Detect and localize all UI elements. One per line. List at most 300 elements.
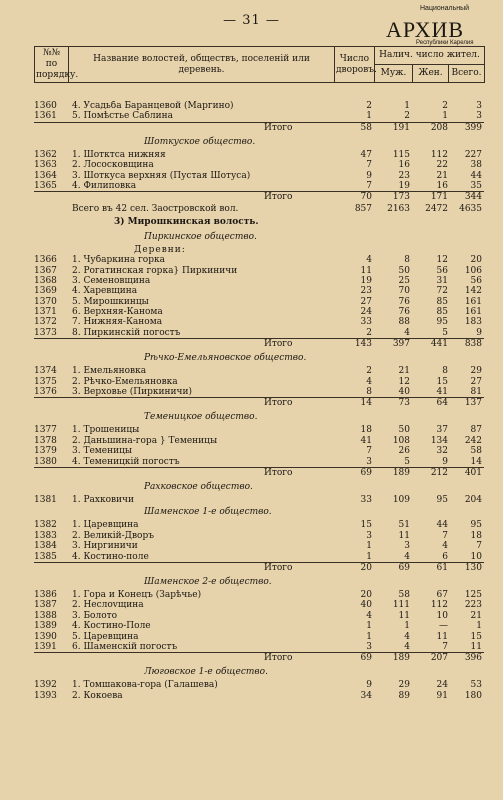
vsego-value: 11 [470, 641, 482, 652]
vsego-value: 106 [464, 265, 482, 276]
row-name: 3. Теменицы [72, 446, 133, 457]
vsego-value: 10 [470, 551, 482, 562]
muzh-value: 5 [404, 456, 410, 467]
muzh-value: 4 [404, 641, 410, 652]
section-heading [34, 505, 484, 520]
vsego-value: 53 [470, 680, 482, 691]
row-name: 8. Пиркинскій погостъ [72, 327, 181, 338]
zhen-value: 44 [436, 520, 448, 531]
vsego-value: 7 [476, 541, 482, 552]
zhen-value: 7 [442, 530, 448, 541]
muzh-value: 70 [398, 286, 410, 297]
row-name: 4. Костино-поле [72, 551, 149, 562]
zhen-value: 95 [436, 494, 448, 505]
zhen-value: 61 [436, 562, 448, 573]
vsego-value: 204 [464, 494, 482, 505]
table-row [34, 495, 484, 505]
table-row [34, 611, 484, 621]
logo-main-text: АРХИВ [386, 17, 465, 42]
dvory-value: 58 [360, 122, 372, 133]
row-name: Итого [264, 122, 293, 133]
row-name: 4. Теменицкій погостъ [72, 456, 180, 467]
zhen-value: 9 [442, 456, 448, 467]
row-name: 2. Даньшина-гора } Теменицы [72, 435, 218, 446]
dvory-value: 69 [360, 653, 372, 664]
zhen-value: 112 [430, 600, 448, 611]
zhen-value: 8 [442, 366, 448, 377]
zhen-value: 91 [436, 690, 448, 701]
table-row [34, 680, 484, 690]
vsego-value: 242 [464, 435, 482, 446]
muzh-value: 25 [398, 275, 410, 286]
row-name: Деревни: [134, 244, 186, 255]
row-number: 1362 [34, 149, 57, 160]
zhen-value: 56 [436, 265, 448, 276]
row-name: 4. Харевщина [72, 286, 138, 297]
dvory-value: 34 [360, 690, 372, 701]
dvory-value: 1 [366, 631, 372, 642]
row-name: 1. Рахковичи [72, 494, 135, 505]
dvory-value: 20 [360, 589, 372, 600]
row-number: 1376 [34, 387, 57, 398]
zhen-value: 24 [436, 680, 448, 691]
muzh-value: 11 [398, 610, 410, 621]
dvory-value: 3 [366, 456, 372, 467]
section-heading [34, 480, 484, 495]
row-number: 1377 [34, 425, 57, 436]
dvory-value: 2 [366, 366, 372, 377]
table-row [34, 276, 484, 286]
muzh-value: 189 [392, 467, 410, 478]
muzh-value: 8 [404, 255, 410, 266]
dvory-value: 9 [366, 680, 372, 691]
row-name: Рахковское общество. [144, 481, 253, 492]
row-name: 2. Кокоева [72, 690, 123, 701]
row-name: 5. Царевщина [72, 631, 139, 642]
row-name: 3. Ниргиничи [72, 541, 138, 552]
row-name: 4. Усадьба Баранцевой (Маргино) [72, 101, 234, 111]
row-name: Рѣчко-Емельяновское общество. [144, 353, 307, 364]
vsego-value: 81 [470, 387, 482, 398]
row-number: 1374 [34, 366, 57, 377]
table-row [34, 101, 484, 111]
row-name: 6. Шаменскій погостъ [72, 641, 178, 652]
row-name: 2. Неслovщина [72, 600, 144, 611]
dvory-value: 7 [366, 446, 372, 457]
zhen-value: 1 [442, 111, 448, 122]
dvory-value: 19 [360, 275, 372, 286]
total-row [34, 191, 484, 204]
dvory-value: 4 [366, 376, 372, 387]
vsego-value: 838 [464, 339, 482, 350]
muzh-value: 2 [404, 111, 410, 122]
table-row [34, 446, 484, 456]
zhen-value: 134 [430, 435, 448, 446]
zhen-value: 22 [436, 160, 448, 171]
muzh-value: 109 [392, 494, 410, 505]
row-name: 6. Верхняя-Канома [72, 307, 163, 318]
vsego-value: 344 [464, 192, 482, 203]
total-row [34, 122, 484, 135]
muzh-value: 21 [398, 366, 410, 377]
total-row [34, 397, 484, 410]
zhen-value: — [439, 621, 448, 632]
table-header [34, 46, 485, 83]
row-number: 1375 [34, 376, 57, 387]
row-name: 5. Мирошкинцы [72, 296, 149, 307]
section-heading [34, 575, 484, 590]
header-zhen: Жен. [413, 65, 449, 83]
dvory-value: 3 [366, 641, 372, 652]
row-name: 1. Томшакова-гора (Галашева) [72, 680, 218, 691]
muzh-value: 19 [398, 180, 410, 191]
zhen-value: 32 [436, 446, 448, 457]
dvory-value: 2 [366, 327, 372, 338]
zhen-value: 31 [436, 275, 448, 286]
table-row [34, 171, 484, 181]
vsego-value: 44 [470, 170, 482, 181]
row-name: 1. Царевщина [72, 520, 139, 531]
row-name: 4. Костино-Поле [72, 621, 151, 632]
dvory-value: 23 [360, 286, 372, 297]
row-number: 1373 [34, 327, 57, 338]
section-heading [34, 230, 484, 245]
total-row [34, 467, 484, 480]
row-name: 2. Лососковщина [72, 160, 154, 171]
zhen-value: 85 [436, 307, 448, 318]
zhen-value: 16 [436, 180, 448, 191]
row-name: 3. Болото [72, 610, 118, 621]
zhen-value: 2472 [425, 204, 448, 215]
zhen-value: 112 [430, 149, 448, 160]
row-name: 3. Верховье (Пиркиничи) [72, 387, 192, 398]
zhen-value: 4 [442, 541, 448, 552]
dvory-value: 41 [360, 435, 372, 446]
table-row [34, 425, 484, 435]
dvory-value: 24 [360, 307, 372, 318]
muzh-value: 4 [404, 327, 410, 338]
dvory-value: 3 [366, 530, 372, 541]
row-name: 3. Семеновщина [72, 275, 151, 286]
section-heading [34, 135, 484, 150]
muzh-value: 191 [392, 122, 410, 133]
row-name: Шаменское 2-е общество. [144, 576, 272, 587]
zhen-value: 5 [442, 327, 448, 338]
row-name: Шоткуское общество. [144, 136, 256, 147]
table-row [34, 520, 484, 530]
zhen-value: 171 [430, 192, 448, 203]
table-row [34, 531, 484, 541]
vsego-value: 161 [464, 296, 482, 307]
vsego-value: 3 [476, 101, 482, 111]
row-name: 1. Емельяновка [72, 366, 147, 377]
dvory-value: 33 [360, 494, 372, 505]
muzh-value: 173 [392, 192, 410, 203]
page-number: — 31 — [223, 13, 280, 28]
row-number: 1382 [34, 520, 57, 531]
muzh-value: 76 [398, 307, 410, 318]
section-heading [34, 351, 484, 366]
row-name: 2. Великій-Дворъ [72, 530, 154, 541]
row-name: 5. Помѣстье Саблина [72, 111, 173, 122]
vsego-value: 18 [470, 530, 482, 541]
row-number: 1380 [34, 456, 57, 467]
muzh-value: 58 [398, 589, 410, 600]
row-number: 1383 [34, 530, 57, 541]
zhen-value: 6 [442, 551, 448, 562]
muzh-value: 111 [392, 600, 410, 611]
row-number: 1393 [34, 690, 57, 701]
muzh-value: 16 [398, 160, 410, 171]
row-number: 1385 [34, 551, 57, 562]
vsego-value: 125 [464, 589, 482, 600]
dvory-value: 69 [360, 467, 372, 478]
row-number: 1361 [34, 111, 57, 122]
table-row [34, 160, 484, 170]
table-row [34, 266, 484, 276]
vsego-value: 9 [476, 327, 482, 338]
dvory-value: 857 [354, 204, 372, 215]
vsego-value: 223 [464, 600, 482, 611]
vsego-value: 21 [470, 610, 482, 621]
muzh-value: 4 [404, 631, 410, 642]
muzh-value: 50 [398, 425, 410, 436]
vsego-value: 87 [470, 425, 482, 436]
zhen-value: 37 [436, 425, 448, 436]
vsego-value: 38 [470, 160, 482, 171]
dvory-value: 14 [360, 398, 372, 409]
dvory-value: 47 [360, 149, 372, 160]
table-row [34, 297, 484, 307]
muzh-value: 4 [404, 551, 410, 562]
zhen-value: 41 [436, 387, 448, 398]
muzh-value: 29 [398, 680, 410, 691]
header-num: №№ по порядку. [35, 47, 69, 83]
vsego-value: 137 [464, 398, 482, 409]
vsego-value: 95 [470, 520, 482, 531]
row-number: 1392 [34, 680, 57, 691]
header-name: Название волостей, обществъ, поселеній или деревень. [69, 47, 335, 83]
row-name: 1. Гора и Конецъ (Зарѣчье) [72, 589, 202, 600]
muzh-value: 88 [398, 317, 410, 328]
dvory-value: 8 [366, 387, 372, 398]
table-row [34, 181, 484, 191]
row-name: Люговское 1-е общество. [144, 667, 268, 678]
row-number: 1384 [34, 541, 57, 552]
table-row [34, 600, 484, 610]
vsego-value: 180 [464, 690, 482, 701]
table-body [34, 101, 484, 701]
row-number: 1372 [34, 317, 57, 328]
row-name: 3. Шоткуса верхняя (Пустая Шотуса) [72, 170, 251, 181]
muzh-value: 108 [392, 435, 410, 446]
row-number: 1364 [34, 170, 57, 181]
table-row [34, 111, 484, 121]
header-nalich: Налич. число жител. [375, 47, 485, 65]
muzh-value: 189 [392, 653, 410, 664]
row-number: 1381 [34, 494, 57, 505]
muzh-value: 11 [398, 530, 410, 541]
dvory-value: 7 [366, 180, 372, 191]
row-name: Итого [264, 467, 293, 478]
zhen-value: 441 [430, 339, 448, 350]
row-number: 1389 [34, 621, 57, 632]
dvory-value: 2 [366, 101, 372, 111]
row-name: Теменицкое общество. [144, 412, 258, 423]
row-number: 1388 [34, 610, 57, 621]
dvory-value: 70 [360, 192, 372, 203]
row-name: Итого [264, 192, 293, 203]
section-heading [34, 665, 484, 680]
dvory-value: 40 [360, 600, 372, 611]
zhen-value: 10 [436, 610, 448, 621]
vsego-value: 3 [476, 111, 482, 122]
dvory-value: 20 [360, 562, 372, 573]
header-muzh: Муж. [375, 65, 413, 83]
zhen-value: 72 [436, 286, 448, 297]
table-row [34, 691, 484, 701]
total-row [34, 652, 484, 665]
dvory-value: 11 [360, 265, 372, 276]
row-number: 1371 [34, 307, 57, 318]
row-number: 1369 [34, 286, 57, 297]
table-row [34, 642, 484, 652]
total-row [34, 338, 484, 351]
muzh-value: 115 [392, 149, 410, 160]
row-number: 1386 [34, 589, 57, 600]
dvory-value: 4 [366, 255, 372, 266]
table-row [34, 307, 484, 317]
vsego-value: 183 [464, 317, 482, 328]
row-number: 1360 [34, 101, 57, 111]
muzh-value: 1 [404, 101, 410, 111]
table-row [34, 552, 484, 562]
muzh-value: 26 [398, 446, 410, 457]
vsego-value: 14 [470, 456, 482, 467]
table-row [34, 436, 484, 446]
zhen-value: 15 [436, 376, 448, 387]
zhen-value: 7 [442, 641, 448, 652]
row-number: 1378 [34, 435, 57, 446]
table-row [34, 150, 484, 160]
row-number: 1367 [34, 265, 57, 276]
vsego-value: 56 [470, 275, 482, 286]
vsego-value: 1 [476, 621, 482, 632]
subheading [34, 245, 484, 255]
zhen-value: 85 [436, 296, 448, 307]
table-row [34, 590, 484, 600]
row-name: 1. Шотктса нижняя [72, 149, 166, 160]
zhen-value: 12 [436, 255, 448, 266]
zhen-value: 207 [430, 653, 448, 664]
zhen-value: 2 [442, 101, 448, 111]
row-number: 1365 [34, 180, 57, 191]
vsego-value: 35 [470, 180, 482, 191]
section-heading [34, 410, 484, 425]
row-number: 1379 [34, 446, 57, 457]
row-number: 1390 [34, 631, 57, 642]
muzh-value: 50 [398, 265, 410, 276]
vsego-value: 399 [464, 122, 482, 133]
dvory-value: 1 [366, 541, 372, 552]
row-name: 1. Чубаркина горка [72, 255, 165, 266]
row-name: 3) Мирошкинская волость. [114, 216, 259, 227]
row-name: 2. Рогатинская горка} Пиркиничи [72, 265, 238, 276]
vsego-value: 15 [470, 631, 482, 642]
logo-top-text: Национальный [420, 5, 470, 12]
muzh-value: 73 [398, 398, 410, 409]
muzh-value: 51 [398, 520, 410, 531]
dvory-value: 33 [360, 317, 372, 328]
vsego-value: 4635 [459, 204, 482, 215]
table-row [34, 541, 484, 551]
vsego-value: 27 [470, 376, 482, 387]
muzh-value: 2163 [387, 204, 410, 215]
table-row [34, 632, 484, 642]
archive-logo [368, 4, 496, 46]
table-row [34, 457, 484, 467]
zhen-value: 21 [436, 170, 448, 181]
table-row [34, 255, 484, 265]
muzh-value: 397 [392, 339, 410, 350]
vsego-value: 58 [470, 446, 482, 457]
table-row [34, 621, 484, 631]
vsego-value: 396 [464, 653, 482, 664]
row-number: 1387 [34, 600, 57, 611]
table-row [34, 204, 484, 214]
row-number: 1391 [34, 641, 57, 652]
vsego-value: 20 [470, 255, 482, 266]
volost-heading [34, 215, 484, 230]
vsego-value: 142 [464, 286, 482, 297]
zhen-value: 208 [430, 122, 448, 133]
vsego-value: 227 [464, 149, 482, 160]
dvory-value: 4 [366, 610, 372, 621]
header-vsego: Всего. [449, 65, 485, 83]
muzh-value: 1 [404, 621, 410, 632]
row-name: Пиркинское общество. [144, 231, 257, 242]
muzh-value: 23 [398, 170, 410, 181]
zhen-value: 212 [430, 467, 448, 478]
muzh-value: 40 [398, 387, 410, 398]
zhen-value: 64 [436, 398, 448, 409]
dvory-value: 27 [360, 296, 372, 307]
zhen-value: 11 [436, 631, 448, 642]
table-row [34, 317, 484, 327]
row-name: 2. Рѣчко-Емельяновка [72, 376, 178, 387]
dvory-value: 1 [366, 111, 372, 122]
row-name: Шаменское 1-е общество. [144, 507, 272, 518]
table-row [34, 387, 484, 397]
table-row [34, 366, 484, 376]
row-name: Итого [264, 339, 293, 350]
table-row [34, 377, 484, 387]
table-row [34, 286, 484, 296]
muzh-value: 89 [398, 690, 410, 701]
row-name: Итого [264, 653, 293, 664]
vsego-value: 161 [464, 307, 482, 318]
dvory-value: 18 [360, 425, 372, 436]
row-number: 1368 [34, 275, 57, 286]
row-number: 1370 [34, 296, 57, 307]
dvory-value: 15 [360, 520, 372, 531]
row-name: Всего въ 42 сел. Заостровской вол. [72, 204, 239, 215]
header-dvory: Число дворовъ. [335, 47, 375, 83]
table-row [34, 328, 484, 338]
row-number: 1363 [34, 160, 57, 171]
dvory-value: 1 [366, 551, 372, 562]
dvory-value: 9 [366, 170, 372, 181]
